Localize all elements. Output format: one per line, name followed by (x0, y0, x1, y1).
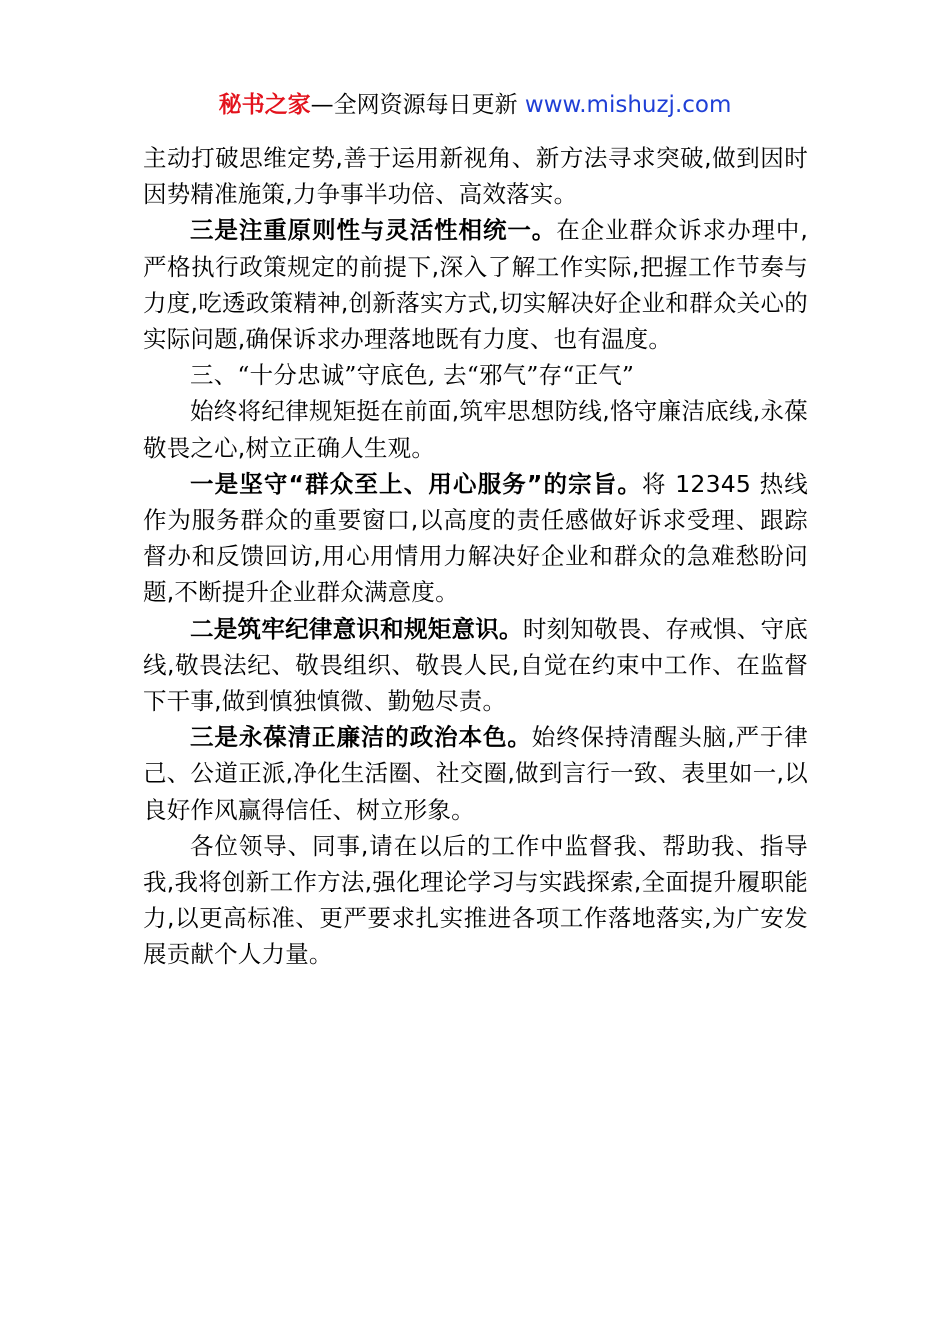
paragraph-section-intro (143, 393, 808, 465)
paragraph-lead: 三是永葆清正廉洁的政治本色。 (190, 723, 532, 752)
paragraph-discipline (143, 611, 808, 720)
paragraph-text: 主动打破思维定势,善于运用新视角、新方法寻求突破,做到因时因势精准施策,力争事半功倍、高效落实。 (143, 144, 808, 209)
section-heading (143, 357, 808, 393)
paragraph-integrity (143, 719, 808, 828)
paragraph-closing (143, 828, 808, 973)
paragraph-text: 时刻知敬畏、存戒惧、守底线,敬畏法纪、敬畏组织、敬畏人民,自觉在约束中工作、在监督下干事,做到慎独慎微、勤勉尽责。 (143, 614, 808, 716)
paragraph-text: 始终保持清醒头脑,严于律己、公道正派,净化生活圈、社交圈,做到言行一致、表里如一,以良好作风赢得信任、树立形象。 (143, 723, 808, 824)
site-tagline: —全网资源每日更新 (310, 92, 525, 118)
paragraph-lead: 一是坚守“群众至上、用心服务”的宗旨。 (190, 469, 643, 498)
paragraph-lead: 二是筑牢纪律意识和规矩意识。 (190, 614, 523, 643)
document-body (143, 140, 808, 973)
paragraph-people-first (143, 466, 808, 611)
paragraph-text: 始终将纪律规矩挺在前面,筑牢思想防线,恪守廉洁底线,永葆敬畏之心,树立正确人生观。 (143, 397, 808, 462)
site-brand: 秘书之家 (218, 92, 311, 118)
paragraph-principle-flexibility (143, 212, 808, 357)
section-heading-text: 三、“十分忠诚”守底色, 去“邪气”存“正气” (190, 361, 635, 390)
site-url[interactable]: www.mishuzj.com (524, 92, 732, 118)
site-header (0, 88, 950, 122)
paragraph-lead: 三是注重原则性与灵活性相统一。 (190, 216, 557, 245)
paragraph-continuation (143, 140, 808, 212)
paragraph-text: 将 12345 热线作为服务群众的重要窗口,以高度的责任感做好诉求受理、跟踪督办和反馈回访,用心用情用力解决好企业和群众的急难愁盼问题,不断提升企业群众满意度。 (143, 469, 808, 607)
paragraph-text: 各位领导、同事,请在以后的工作中监督我、帮助我、指导我,我将创新工作方法,强化理论学习与实践探索,全面提升履职能力,以更高标准、更严要求扎实推进各项工作落地落实,为广安发展贡献个人力量。 (143, 831, 808, 969)
paragraph-text: 在企业群众诉求办理中,严格执行政策规定的前提下,深入了解工作实际,把握工作节奏与力度,吃透政策精神,创新落实方式,切实解决好企业和群众关心的实际问题,确保诉求办理落地既有力度、也有温度。 (143, 216, 809, 354)
